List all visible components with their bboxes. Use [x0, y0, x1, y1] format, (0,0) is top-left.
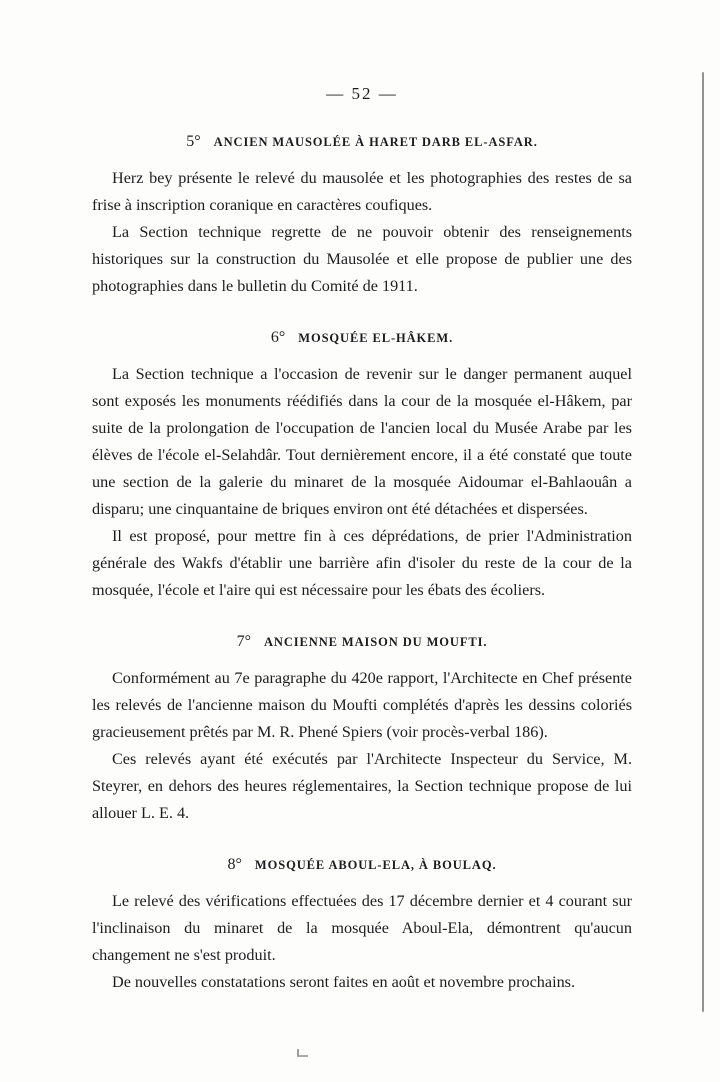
section-heading	[92, 129, 632, 152]
section-title: ANCIENNE MAISON DU MOUFTI.	[264, 635, 488, 649]
section-heading	[92, 325, 632, 348]
paragraph: Herz bey présente le relevé du mausolée et les photographies des restes de sa frise à inscription coranique en caractères coufiques.	[92, 169, 632, 214]
page-number: — 52 —	[326, 84, 398, 103]
section-6-mosquee-el-hakem	[92, 325, 632, 604]
section-8-mosquee-aboul-ela	[92, 852, 632, 996]
paragraph: Conformément au 7e paragraphe du 420e rapport, l'Architecte en Chef présente les relevés de l'ancienne maison du Moufti complétés d'après les dessins coloriés gracieusement prêtés par M. R. Phené Spiers (voir procès-verbal 186).	[92, 669, 632, 741]
scan-edge-artifact	[702, 72, 704, 1012]
section-title: MOSQUÉE EL-HÂKEM.	[298, 331, 454, 345]
section-5-ancien-mausolee	[92, 129, 632, 300]
paragraph: Ces relevés ayant été exécutés par l'Architecte Inspecteur du Service, M. Steyrer, en dehors des heures réglementaires, la Section technique propose de lui allouer L. E. 4.	[92, 750, 632, 822]
section-number: 6°	[270, 329, 286, 346]
text-block	[92, 84, 632, 996]
paragraph: La Section technique a l'occasion de revenir sur le danger permanent auquel sont exposés les monuments réédifiés dans la cour de la mosquée el-Hâkem, par suite de la prolongation de l'occupation de l'ancien local du Musée Arabe par les élèves de l'école el-Selahdâr. Tout dernièrement encore, il a été constaté que toute une section de la galerie du minaret de la mosquée Aidoumar el-Bahlaouân a disparu; une cinquantaine de briques environ ont été détachées et dispersées.	[92, 365, 632, 518]
scan-smudge-artifact	[297, 1049, 308, 1057]
paragraph: De nouvelles constatations seront faites en août et novembre prochains.	[112, 973, 576, 991]
section-title: ANCIEN MAUSOLÉE À HARET DARB EL-ASFAR.	[213, 135, 538, 149]
section-number: 7°	[236, 633, 251, 650]
section-number: 5°	[186, 133, 201, 150]
section-7-ancienne-maison-du-moufti	[92, 629, 632, 827]
paragraph: La Section technique regrette de ne pouvoir obtenir des renseignements historiques sur la construction du Mausolée et elle propose de publier une des photographies dans le bulletin du Comité de 1911.	[92, 223, 632, 295]
section-heading	[92, 852, 632, 875]
section-heading	[92, 629, 632, 652]
paragraph: Le relevé des vérifications effectuées des 17 décembre dernier et 4 courant sur l'inclinaison du minaret de la mosquée Aboul-Ela, démontrent qu'aucun changement ne s'est produit.	[92, 892, 632, 964]
paragraph: Il est proposé, pour mettre fin à ces déprédations, de prier l'Administration générale des Wakfs d'établir une barrière afin d'isoler du reste de la cour de la mosquée, l'école et l'aire qui est nécessaire pour les ébats des écoliers.	[92, 527, 632, 599]
section-title: MOSQUÉE ABOUL-ELA, À BOULAQ.	[254, 858, 497, 872]
section-number: 8°	[227, 856, 242, 873]
